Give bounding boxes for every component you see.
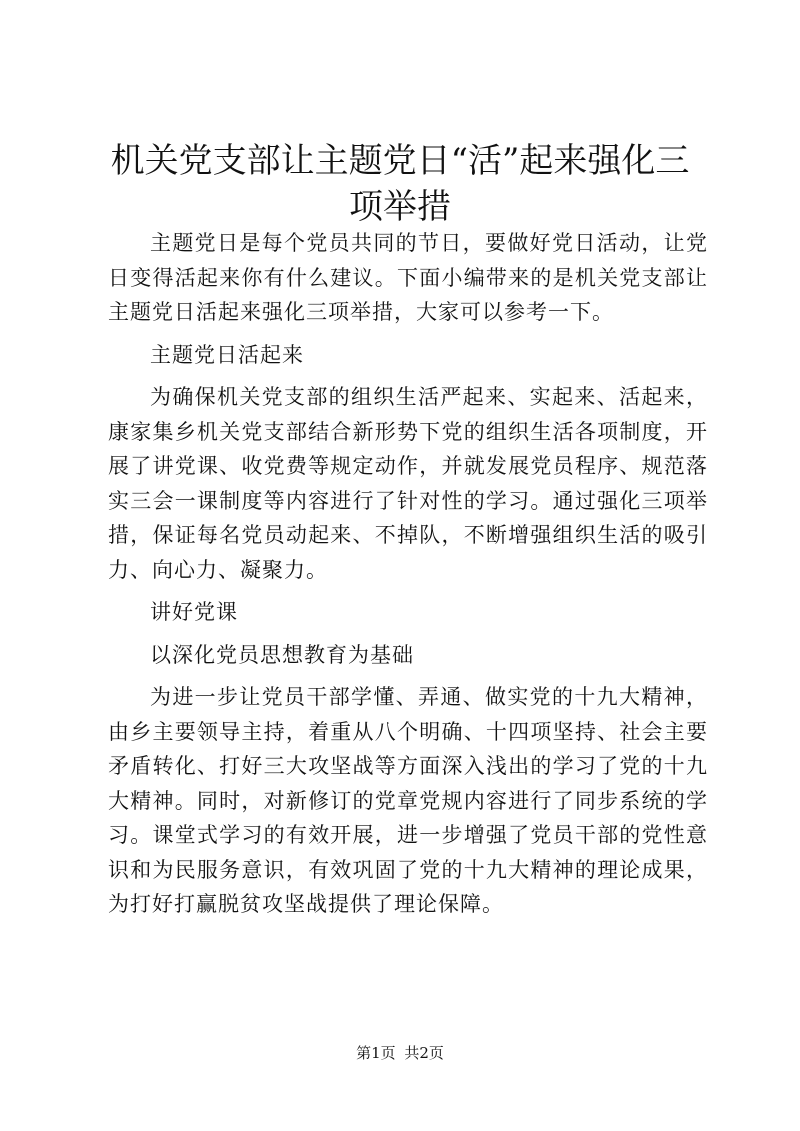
section-heading-activity: 主题党日活起来: [150, 342, 304, 367]
body-paragraph-measures: 为确保机关党支部的组织生活严起来、实起来、活起来，康家集乡机关党支部结合新形势下党的组织生活各项制度，开展了讲党课、收党费等规定动作，并就发展党员程序、规范落实三会一课制度等内容进行了针对性的学习。通过强化三项举措，保证每名党员动起来、不掉队，不断增强组织生活的吸引力、向心力、凝聚力。: [108, 385, 708, 582]
page-footer: [0, 1043, 800, 1063]
document-body: [108, 226, 708, 930]
page-total: 共2页: [404, 1044, 444, 1062]
subheading-education: 以深化党员思想教育为基础: [150, 642, 414, 667]
section-heading-party-class: 讲好党课: [150, 600, 238, 624]
page-number: 第1页: [356, 1044, 396, 1062]
intro-paragraph: 主题党日是每个党员共同的节日，要做好党日活动，让党日变得活起来你有什么建议。下面小编带来的是机关党支部让主题党日活起来强化三项举措，大家可以参考一下。: [108, 231, 708, 324]
document-title: 机关党支部让主题党日“活”起来强化三项举措: [110, 141, 690, 227]
body-paragraph-study: 为进一步让党员干部学懂、弄通、做实党的十九大精神，由乡主要领导主持，着重从八个明确、十四项坚持、社会主要矛盾转化、打好三大攻坚战等方面深入浅出的学习了党的十九大精神。同时，对新修订的党章党规内容进行了同步系统的学习。课堂式学习的有效开展，进一步增强了党员干部的党性意识和为民服务意识，有效巩固了党的十九大精神的理论成果，为打好打赢脱贫攻坚战提供了理论保障。: [108, 685, 708, 916]
